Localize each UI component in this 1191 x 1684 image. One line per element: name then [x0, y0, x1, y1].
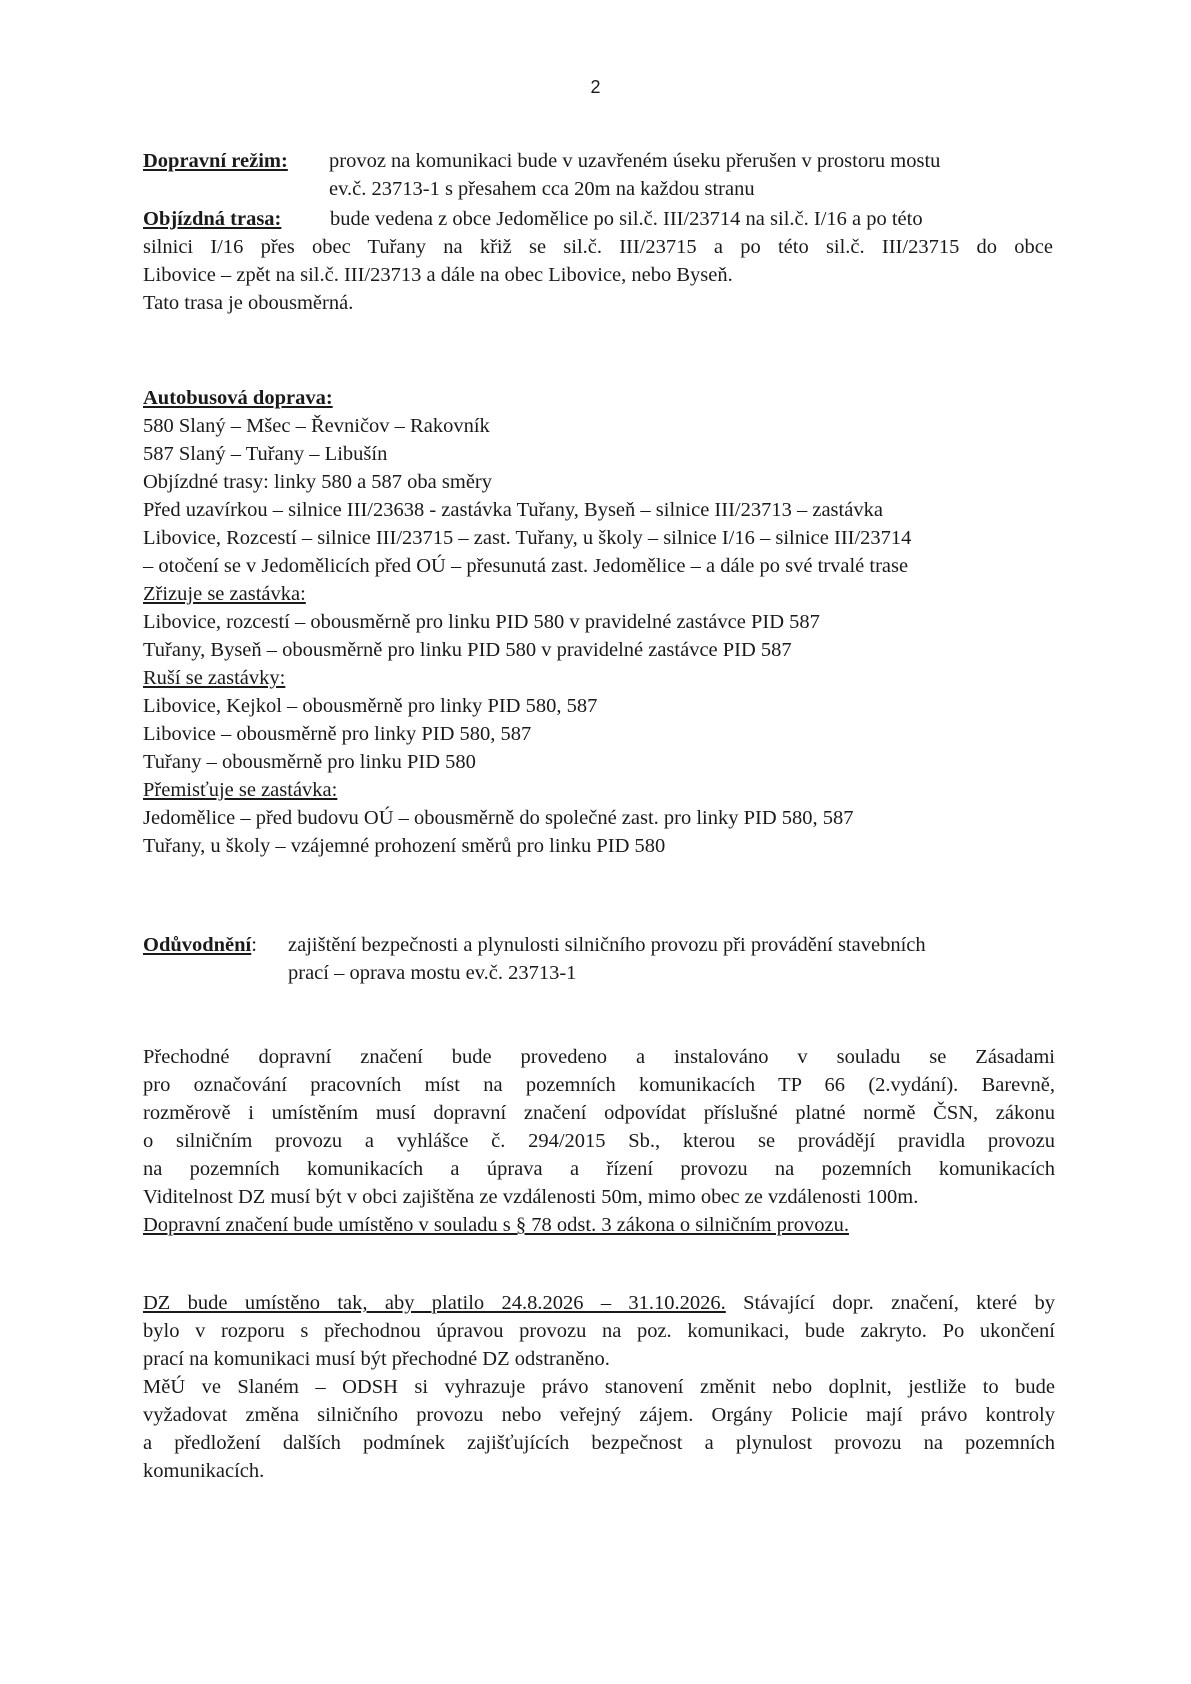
detour-text-2: silnici I/16 přes obec Tuřany na křiž se sil.č. III/23715 a po této sil.č. III/23715 do obce — [143, 236, 1053, 258]
stop-cancelled-heading: Ruší se zastávky: — [143, 667, 286, 689]
justification-text-1: zajištění bezpečnosti a plynulosti silničního provozu při provádění stavebních — [288, 934, 926, 956]
meu-line: a předložení dalších podmínek zajišťujících bezpečnost a plynulost provozu na pozemních — [143, 1432, 1055, 1454]
detour-text-1: bude vedena z obce Jedomělice po sil.č. III/23714 na sil.č. I/16 a po této — [330, 208, 923, 230]
detour-text-4: Tato trasa je obousměrná. — [143, 292, 354, 314]
justification-text-2: prací – oprava mostu ev.č. 23713-1 — [288, 962, 577, 984]
detour-section — [143, 205, 1053, 317]
dz-line: bylo v rozporu s přechodnou úpravou provozu na poz. komunikaci, bude zakryto. Po ukončení — [143, 1320, 1055, 1342]
signage-line: Přechodné dopravní značení bude provedeno a instalováno v souladu se Zásadami — [143, 1046, 1055, 1068]
signage-line: rozměrově i umístěním musí dopravní značení odpovídat příslušné platné normě ČSN, zákonu — [143, 1102, 1055, 1124]
signage-line: o silničním provozu a vyhlášce č. 294/2015 Sb., kterou se provádějí pravidla provozu — [143, 1130, 1055, 1152]
dz-line: prací na komunikaci musí být přechodné DZ odstraněno. — [143, 1348, 610, 1370]
justification-label: Odůvodnění — [143, 934, 252, 956]
dz-validity-section — [143, 1289, 1055, 1485]
signage-legal-note: Dopravní značení bude umístěno v souladu s § 78 odst. 3 zákona o silničním provozu. — [143, 1214, 849, 1236]
dz-validity-text: Stávající dopr. značení, které by — [725, 1292, 1055, 1314]
stop-cancelled-item: Libovice, Kejkol – obousměrně pro linky PID 580, 587 — [143, 695, 598, 717]
stop-cancelled-item: Libovice – obousměrně pro linky PID 580, 587 — [143, 723, 532, 745]
bus-line: Před uzavírkou – silnice III/23638 - zastávka Tuřany, Byseň – silnice III/23713 – zastávka — [143, 499, 883, 521]
traffic-regime-text-2: ev.č. 23713-1 s přesahem cca 20m na každou stranu — [329, 178, 755, 200]
stop-moved-item: Jedomělice – před budovu OÚ – obousměrně do společné zast. pro linky PID 580, 587 — [143, 807, 854, 829]
bus-line: 587 Slaný – Tuřany – Libušín — [143, 443, 388, 465]
bus-line: 580 Slaný – Mšec – Řevničov – Rakovník — [143, 415, 490, 437]
signage-line: Viditelnost DZ musí být v obci zajištěna ze vzdálenosti 50m, mimo obec ze vzdálenosti 100m. — [143, 1186, 919, 1208]
stop-cancelled-item: Tuřany – obousměrně pro linku PID 580 — [143, 751, 476, 773]
justification-section — [143, 931, 1053, 987]
stop-moved-heading: Přemisťuje se zastávka: — [143, 779, 338, 801]
stop-created-item: Libovice, rozcestí – obousměrně pro linku PID 580 v pravidelné zastávce PID 587 — [143, 611, 820, 633]
meu-line: vyžadovat změna silničního provozu nebo veřejný zájem. Orgány Policie mají právo kontroly — [143, 1404, 1055, 1426]
meu-line: komunikacích. — [143, 1460, 265, 1482]
traffic-regime-label: Dopravní režim: — [143, 150, 288, 172]
justification-colon: : — [251, 934, 257, 956]
stop-created-item: Tuřany, Byseň – obousměrně pro linku PID 580 v pravidelné zastávce PID 587 — [143, 639, 792, 661]
detour-label: Objízdná trasa: — [143, 208, 282, 230]
stop-created-heading: Zřizuje se zastávka: — [143, 583, 306, 605]
signage-line: na pozemních komunikacích a úprava a řízení provozu na pozemních komunikacích — [143, 1158, 1055, 1180]
stop-moved-item: Tuřany, u školy – vzájemné prohození směrů pro linku PID 580 — [143, 835, 666, 857]
bus-line: Objízdné trasy: linky 580 a 587 oba směry — [143, 471, 493, 493]
detour-text-3: Libovice – zpět na sil.č. III/23713 a dále na obec Libovice, nebo Byseň. — [143, 264, 733, 286]
meu-line: MěÚ ve Slaném – ODSH si vyhrazuje právo stanovení změnit nebo doplnit, jestliže to bude — [143, 1376, 1055, 1398]
dz-validity-period: DZ bude umístěno tak, aby platilo 24.8.2026 – 31.10.2026. — [143, 1292, 726, 1314]
bus-heading: Autobusová doprava: — [143, 387, 333, 409]
page-number: 2 — [590, 77, 601, 97]
traffic-regime-section — [143, 147, 1053, 203]
bus-section — [143, 384, 1053, 860]
traffic-regime-text-1: provoz na komunikaci bude v uzavřeném úseku přerušen v prostoru mostu — [329, 150, 941, 172]
signage-line: pro označování pracovních míst na pozemních komunikacích TP 66 (2.vydání). Barevně, — [143, 1074, 1055, 1096]
temporary-signage-section — [143, 1043, 1055, 1239]
bus-line: – otočení se v Jedomělicích před OÚ – přesunutá zast. Jedomělice – a dále po své trvalé trase — [143, 555, 909, 577]
bus-line: Libovice, Rozcestí – silnice III/23715 – zast. Tuřany, u školy – silnice I/16 – silnice III/23714 — [143, 527, 912, 549]
